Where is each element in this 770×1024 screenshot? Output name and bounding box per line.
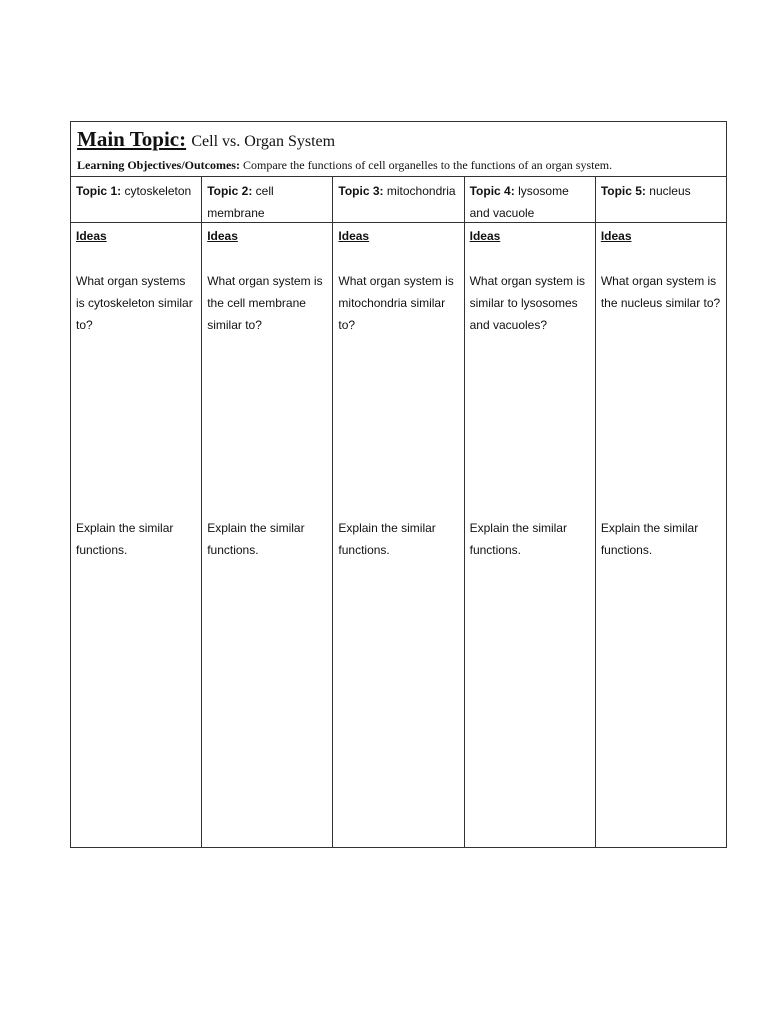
ideas-heading: Ideas	[338, 229, 370, 243]
ideas-heading: Ideas	[76, 229, 107, 243]
topic-header	[333, 177, 463, 223]
objectives-value: Compare the functions of cell organelles to the functions of an organ system.	[242, 158, 613, 172]
topic-name: nucleus	[649, 184, 691, 198]
topic-header	[71, 177, 201, 223]
topic-name: cell membrane	[207, 184, 274, 220]
main-topic-label: Main Topic:	[77, 127, 187, 151]
ideas-question: What organ system is the cell membrane similar to?	[207, 274, 323, 332]
objectives-label: Learning Objectives/Outcomes:	[77, 158, 240, 172]
topic-name: lysosome and vacuole	[469, 184, 569, 220]
topic-name: cytoskeleton	[124, 184, 192, 198]
topic-name: mitochondria	[386, 184, 456, 198]
ideas-heading: Ideas	[600, 229, 632, 243]
topic-column-4	[465, 177, 596, 847]
topic-label: Topic 4:	[469, 184, 515, 198]
explain-prompt: Explain the similar functions.	[338, 521, 436, 557]
topic-label: Topic 2:	[207, 184, 253, 198]
ideas-question: What organ system is the nucleus similar to?	[600, 274, 721, 310]
explain-prompt: Explain the similar functions.	[469, 521, 567, 557]
worksheet-header	[71, 122, 726, 177]
topic-column-5	[596, 177, 726, 847]
topic-label: Topic 1:	[76, 184, 122, 198]
ideas-question: What organ systems is cytoskeleton similar to?	[76, 274, 193, 332]
main-topic-value: Cell vs. Organ System	[191, 133, 336, 150]
topic-label: Topic 5:	[600, 184, 646, 198]
topic-column-3	[333, 177, 464, 847]
worksheet-table	[70, 121, 727, 848]
learning-objectives	[77, 157, 720, 173]
explain-prompt: Explain the similar functions.	[207, 521, 305, 557]
topic-column-1	[71, 177, 202, 847]
explain-prompt: Explain the similar functions.	[76, 521, 174, 557]
ideas-heading: Ideas	[469, 229, 501, 243]
topic-header	[596, 177, 726, 223]
topic-columns	[71, 177, 726, 847]
topic-label: Topic 3:	[338, 184, 384, 198]
topic-header	[465, 177, 595, 223]
explain-prompt: Explain the similar functions.	[600, 521, 699, 557]
topic-header	[202, 177, 332, 223]
ideas-question: What organ system is similar to lysosomes and vacuoles?	[469, 274, 585, 332]
topic-column-2	[202, 177, 333, 847]
ideas-question: What organ system is mitochondria similar to?	[338, 274, 454, 332]
ideas-heading: Ideas	[207, 229, 238, 243]
main-topic	[77, 124, 720, 157]
